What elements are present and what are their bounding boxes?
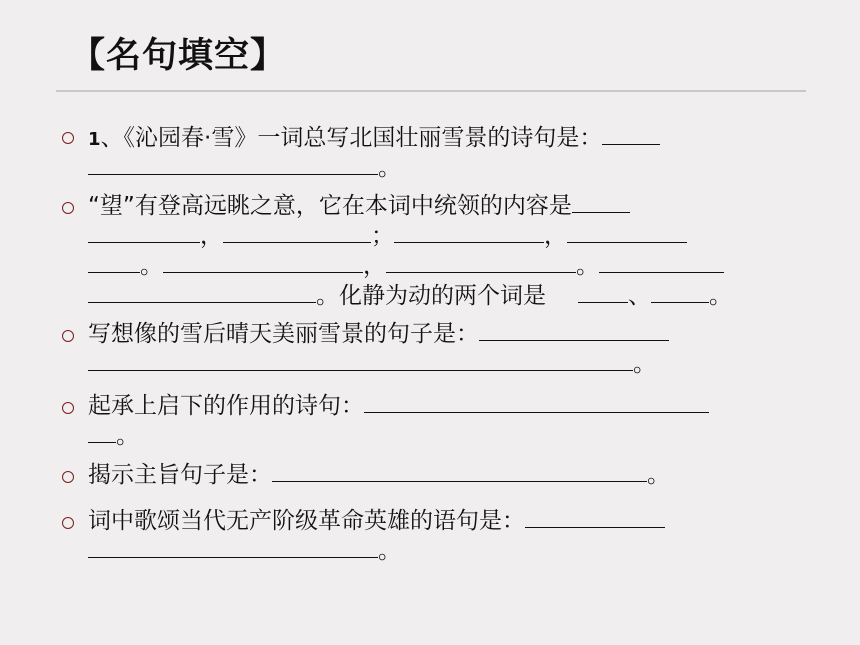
item-text: 、《沁园春·雪》一词总写北国壮丽雪景的诗句是： <box>100 125 603 151</box>
item-text: ， <box>200 223 223 249</box>
answer-blank[interactable] <box>572 190 630 213</box>
answer-blank[interactable] <box>88 348 633 371</box>
answer-blank[interactable] <box>479 318 669 341</box>
answer-blank[interactable] <box>272 459 647 482</box>
item-text: 。 <box>647 462 670 488</box>
item-text: 。 <box>576 253 599 279</box>
item-line <box>88 318 669 348</box>
answer-blank[interactable] <box>88 152 378 175</box>
item-text: ； <box>371 223 394 249</box>
item-text: ， <box>544 223 567 249</box>
answer-blank[interactable] <box>223 220 371 243</box>
bullet-icon <box>62 517 74 529</box>
answer-blank[interactable] <box>386 250 576 273</box>
item-text: 。 <box>378 155 401 181</box>
item-text: 。 <box>116 423 139 449</box>
item-text: 。 <box>140 253 163 279</box>
item-line <box>88 505 665 535</box>
item-line <box>88 348 656 378</box>
answer-blank[interactable] <box>163 250 363 273</box>
bullet-icon <box>62 202 74 214</box>
item-line <box>88 190 630 220</box>
answer-blank[interactable] <box>88 280 316 303</box>
bullet-icon <box>62 471 74 483</box>
item-line <box>88 220 687 250</box>
slide-title: 【名句填空】 <box>70 36 287 76</box>
item-text: 。 <box>709 283 732 309</box>
answer-blank[interactable] <box>88 535 378 558</box>
item-text: 。 <box>378 538 401 564</box>
item-text: 。 <box>633 351 656 377</box>
item-text: 、 <box>628 283 651 309</box>
answer-blank[interactable] <box>88 420 116 443</box>
item-text: 起承上启下的作用的诗句： <box>88 393 364 419</box>
item-line <box>88 122 660 152</box>
item-text: “望”有登高远眺之意，它在本词中统领的内容是 <box>88 193 572 219</box>
item-line <box>88 390 709 420</box>
answer-blank[interactable] <box>394 220 544 243</box>
answer-blank[interactable] <box>88 220 200 243</box>
answer-blank[interactable] <box>364 390 709 413</box>
item-line <box>88 250 724 280</box>
item-text: 。化静为动的两个词是 <box>316 283 546 309</box>
item-text: 词中歌颂当代无产阶级革命英雄的语句是： <box>88 508 525 534</box>
title-divider <box>56 90 806 92</box>
answer-blank[interactable] <box>651 280 709 303</box>
item-line <box>88 152 401 182</box>
item-text: 写想像的雪后晴天美丽雪景的句子是： <box>88 321 479 347</box>
item-line <box>88 535 401 565</box>
item-text: 揭示主旨句子是： <box>88 462 272 488</box>
answer-blank[interactable] <box>88 250 140 273</box>
answer-blank[interactable] <box>525 505 665 528</box>
answer-blank[interactable] <box>599 250 724 273</box>
bullet-icon <box>62 402 74 414</box>
item-text: ， <box>363 253 386 279</box>
item-line <box>88 420 139 450</box>
answer-blank[interactable] <box>578 280 628 303</box>
item-line <box>88 280 732 310</box>
bullet-icon <box>62 132 74 144</box>
item-line <box>88 459 670 489</box>
bullet-icon <box>62 330 74 342</box>
answer-blank[interactable] <box>602 122 660 145</box>
item-number: 1 <box>88 129 101 150</box>
answer-blank[interactable] <box>567 220 687 243</box>
